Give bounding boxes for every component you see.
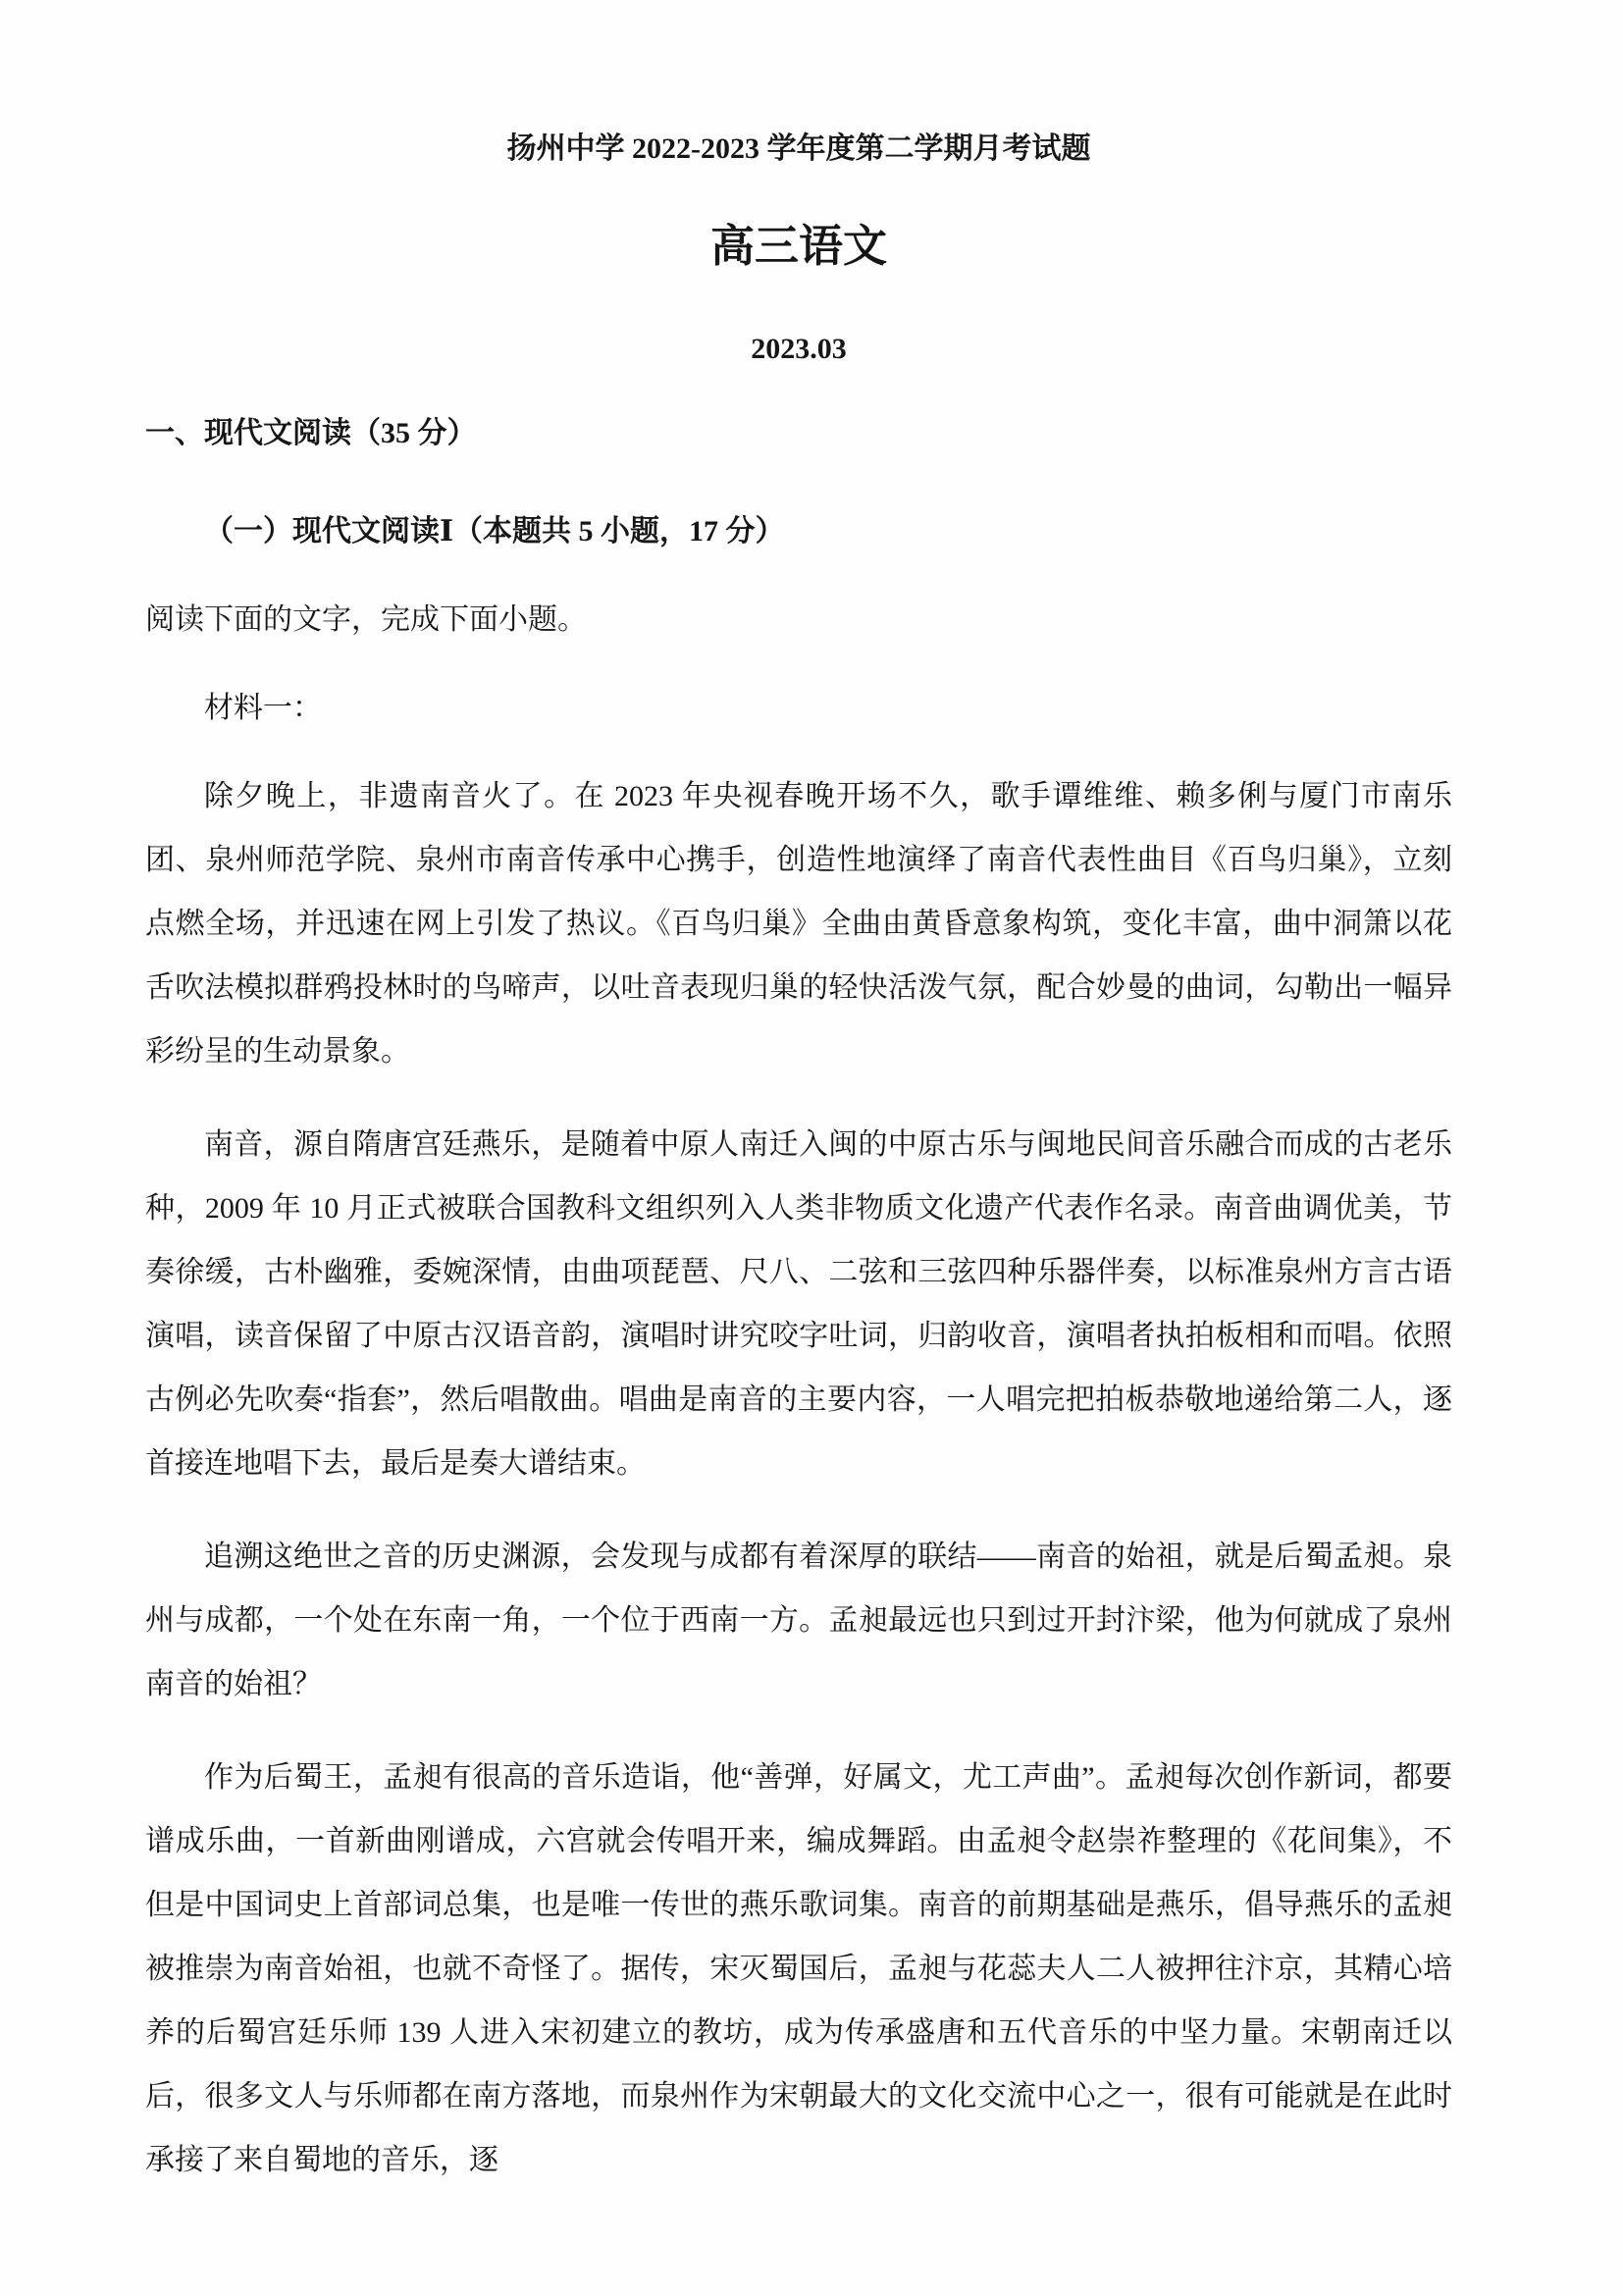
material-paragraph-2: 南音，源自隋唐宫廷燕乐，是随着中原人南迁入闽的中原古乐与闽地民间音乐融合而成的古老乐种，2009 年 10 月正式被联合国教科文组织列入人类非物质文化遗产代表作名录。南音曲调优美，节奏徐缓，古朴幽雅，委婉深情，由曲项琵琶、尺八、二弦和三弦四种乐器伴奏，以标准泉州方言古语演唱，读音保留了中原古汉语音韵，演唱时讲究咬字吐词，归韵收音，演唱者执拍板相和而唱。依照古例必先吹奏“指套”，然后唱散曲。唱曲是南音的主要内容，一人唱完把拍板恭敬地递给第二人，逐首接连地唱下去，最后是奏大谱结束。 (145, 1128, 1452, 1480)
document-grade-subject: 高三语文 (709, 222, 887, 271)
document-body (145, 401, 1452, 2192)
document-title: 扬州中学 2022-2023 学年度第二学期月考试题 (506, 132, 1091, 165)
document-header (145, 117, 1452, 381)
material-paragraph-3: 追溯这绝世之音的历史渊源，会发现与成都有着深厚的联结——南音的始祖，就是后蜀孟昶。泉州与成都，一个处在东南一角，一个位于西南一方。孟昶最远也只到过开封汴梁，他为何就成了泉州南音的始祖？ (145, 1540, 1452, 1700)
material-paragraph-4: 作为后蜀王，孟昶有很高的音乐造诣，他“善弹，好属文，尤工声曲”。孟昶每次创作新词，都要谱成乐曲，一首新曲刚谱成，六宫就会传唱开来，编成舞蹈。由孟昶令赵崇祚整理的《花间集》，不但是中国词史上首部词总集，也是唯一传世的燕乐歌词集。南音的前期基础是燕乐，倡导燕乐的孟昶被推崇为南音始祖，也就不奇怪了。据传，宋灭蜀国后，孟昶与花蕊夫人二人被押往汴京，其精心培养的后蜀宫廷乐师 139 人进入宋初建立的教坊，成为传承盛唐和五代音乐的中坚力量。宋朝南迁以后，很多文人与乐师都在南方落地，而泉州作为宋朝最大的文化交流中心之一，很有可能就是在此时承接了来自蜀地的音乐，逐 (145, 1761, 1452, 2176)
subsection-heading-reading-one: （一）现代文阅读Ⅰ（本题共 5 小题，17 分） (204, 515, 785, 548)
material-one-label: 材料一： (204, 692, 322, 724)
material-paragraph-1: 除夕晚上，非遗南音火了。在 2023 年央视春晚开场不久，歌手谭维维、赖多俐与厦门市南乐团、泉州师范学院、泉州市南音传承中心携手，创造性地演绎了南音代表性曲目《百鸟归巢》，立刻点燃全场，并迅速在网上引发了热议。《百鸟归巢》全曲由黄昏意象构筑，变化丰富，曲中洞箫以花舌吹法模拟群鸦投林时的鸟啼声，以吐音表现归巢的轻快活泼气氛，配合妙曼的曲词，勾勒出一幅异彩纷呈的生动景象。 (145, 780, 1452, 1068)
section-heading-modern-text-reading: 一、现代文阅读（35 分） (145, 417, 477, 449)
document-date: 2023.03 (751, 333, 847, 365)
reading-instruction: 阅读下面的文字，完成下面小题。 (145, 603, 587, 636)
